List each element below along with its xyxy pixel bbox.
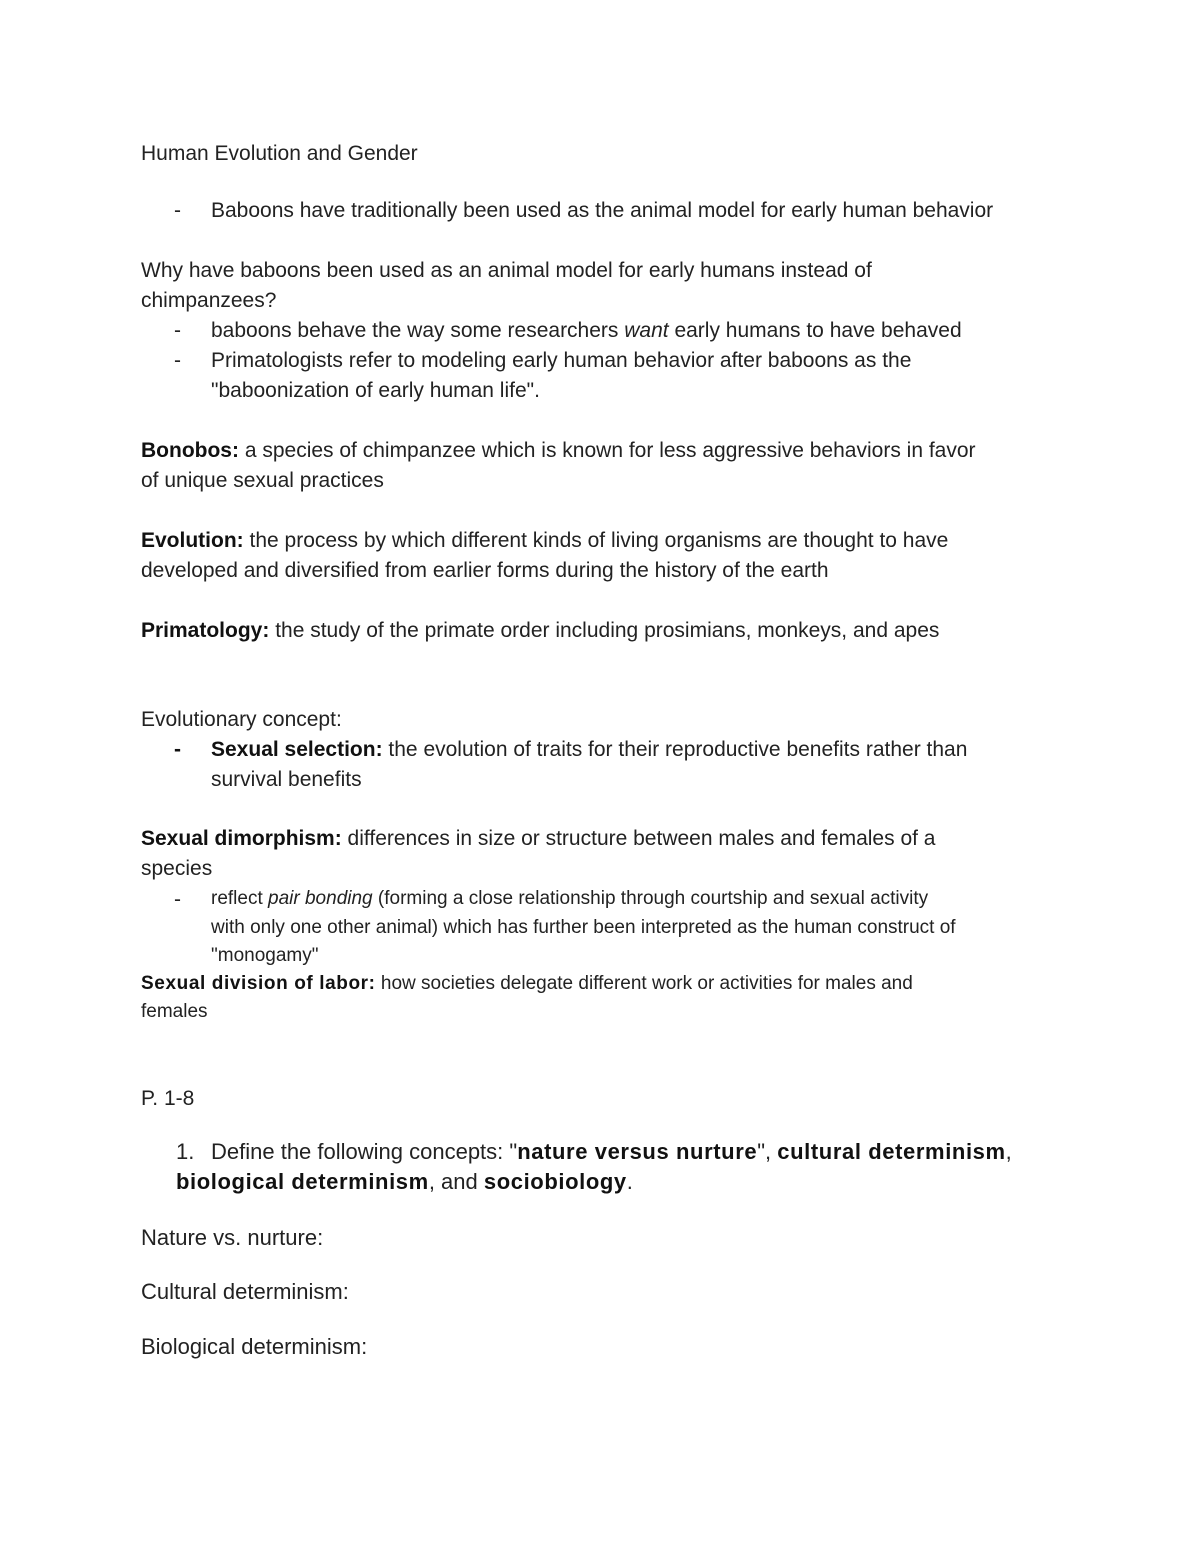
term-sexual-division-of-labor: Sexual division of labor: — [141, 973, 376, 994]
bullet-dash: - — [174, 738, 181, 761]
sexual-selection-line-2: survival benefits — [211, 768, 362, 791]
evolution-definition-line-2: developed and diversified from earlier forms during the history of the earth — [141, 559, 829, 582]
sexual-selection-line-1 — [211, 735, 967, 765]
term-sociobiology: sociobiology — [483, 1169, 627, 1194]
term-sexual-dimorphism: Sexual dimorphism: — [141, 827, 342, 850]
page-range: P. 1-8 — [141, 1087, 195, 1110]
sexual-division-line-1 — [141, 970, 913, 998]
bonobos-definition-line-2: of unique sexual practices — [141, 469, 384, 492]
question-bullet-1 — [211, 316, 962, 346]
sexual-division-line-2: females — [141, 1001, 208, 1022]
text-span: . — [626, 1169, 633, 1194]
task-line-1 — [211, 1137, 1012, 1167]
term-bonobos: Bonobos: — [141, 439, 239, 462]
text-span: differences in size or structure between males and females of a — [341, 827, 936, 850]
text-span: the evolution of traits for their reproductive benefits rather than — [382, 738, 968, 761]
sexual-dimorphism-line-2: species — [141, 857, 213, 880]
pair-bonding-bullet-line-3: "monogamy" — [211, 945, 319, 966]
term-cultural-determinism: cultural determinism — [777, 1139, 1006, 1164]
term-primatology: Primatology: — [141, 619, 270, 642]
text-span: Define the following concepts: " — [211, 1139, 518, 1164]
answer-label-biological-determinism: Biological determinism: — [141, 1334, 368, 1359]
task-number: 1. — [176, 1139, 195, 1164]
bullet-dash: - — [174, 319, 181, 342]
bullet-dash: - — [174, 888, 181, 911]
text-span: (forming a close relationship through courtship and sexual activity — [372, 888, 929, 909]
text-span: ", — [757, 1139, 778, 1164]
term-biological-determinism: biological determinism — [176, 1169, 429, 1194]
question-line-1: Why have baboons been used as an animal model for early humans instead of — [141, 259, 872, 282]
pair-bonding-bullet-line-2: with only one other animal) which has further been interpreted as the human construct of — [211, 917, 956, 938]
question-line-2: chimpanzees? — [141, 289, 277, 312]
bullet-dash: - — [174, 349, 181, 372]
answer-label-cultural-determinism: Cultural determinism: — [141, 1279, 349, 1304]
text-span: the process by which different kinds of living organisms are thought to have — [243, 529, 949, 552]
term-nature-versus-nurture: nature versus nurture — [517, 1139, 758, 1164]
bonobos-definition-line-1 — [141, 436, 976, 466]
evolutionary-concept-heading: Evolutionary concept: — [141, 708, 342, 731]
intro-bullet-text: Baboons have traditionally been used as the animal model for early human behavior — [211, 199, 994, 222]
answer-label-nature-vs-nurture: Nature vs. nurture: — [141, 1225, 324, 1250]
term-evolution: Evolution: — [141, 529, 244, 552]
text-span: the study of the primate order including prosimians, monkeys, and apes — [269, 619, 940, 642]
text-span: reflect — [211, 888, 269, 909]
question-bullet-2-line-2: "baboonization of early human life". — [211, 379, 540, 402]
emphasis-text: want — [624, 319, 669, 342]
text-span: a species of chimpanzee which is known for less aggressive behaviors in favor — [238, 439, 976, 462]
text-span: , — [1005, 1139, 1012, 1164]
question-bullet-2-line-1: Primatologists refer to modeling early human behavior after baboons as the — [211, 349, 912, 372]
emphasis-text: pair bonding — [268, 888, 373, 909]
primatology-definition — [141, 616, 939, 646]
pair-bonding-bullet-line-1 — [211, 885, 928, 913]
text-span: how societies delegate different work or activities for males and — [375, 973, 913, 994]
evolution-definition-line-1 — [141, 526, 948, 556]
text-span: baboons behave the way some researchers — [211, 319, 625, 342]
task-line-2 — [176, 1167, 633, 1197]
sexual-dimorphism-line-1 — [141, 824, 935, 854]
document-title: Human Evolution and Gender — [141, 142, 418, 165]
bullet-dash: - — [174, 199, 181, 222]
term-sexual-selection: Sexual selection: — [211, 738, 383, 761]
text-span: , and — [428, 1169, 484, 1194]
text-span: early humans to have behaved — [668, 319, 962, 342]
